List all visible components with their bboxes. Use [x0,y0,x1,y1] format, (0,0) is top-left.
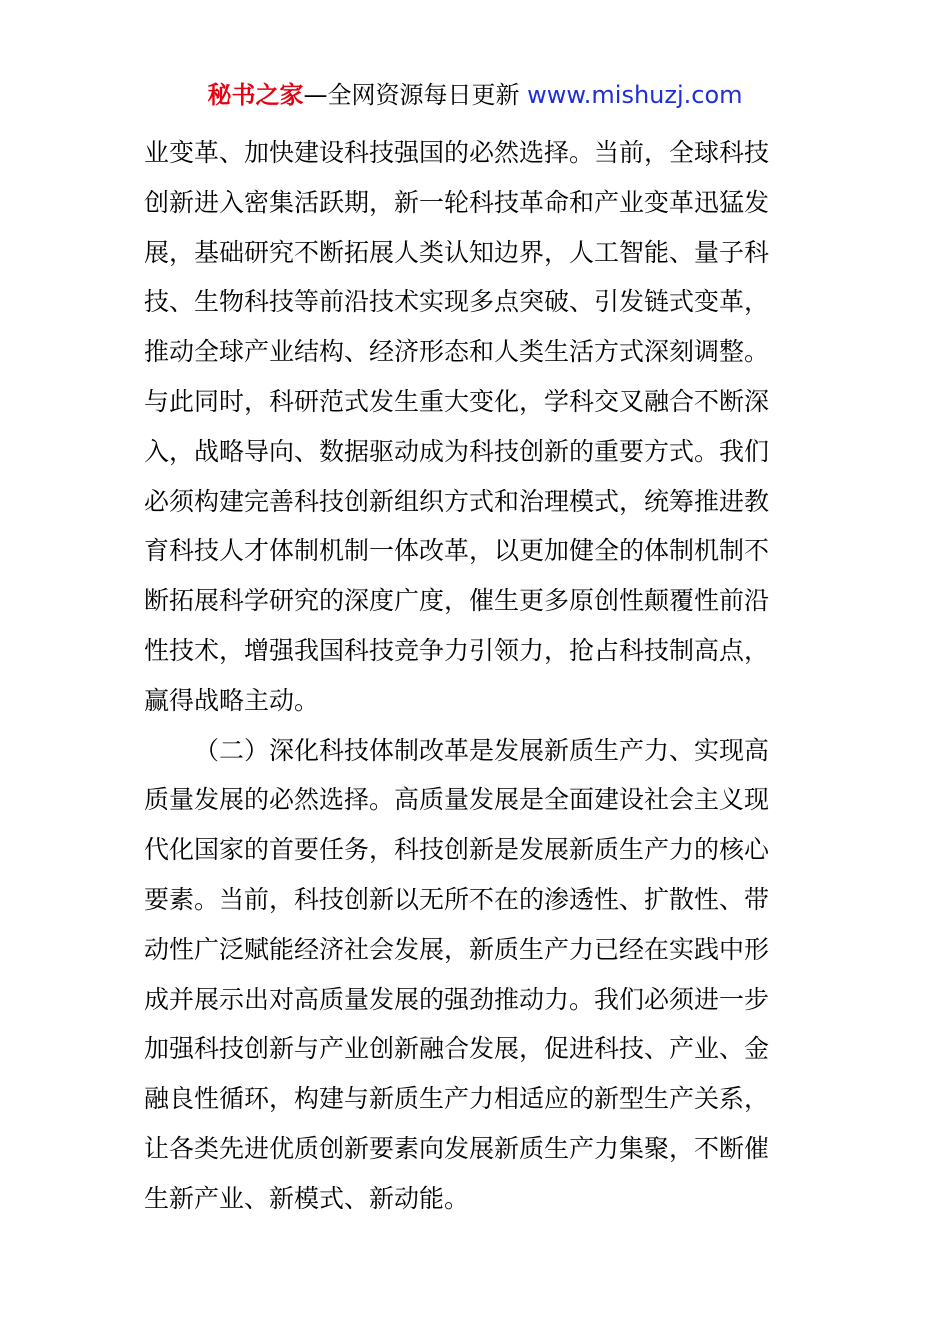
text-line: 推动全球产业结构、经济形态和人类生活方式深刻调整。 [144,337,770,367]
text-line: 融良性循环，构建与新质生产力相适应的新型生产关系， [144,1084,770,1114]
text-line: 技、生物科技等前沿技术实现多点突破、引发链式变革， [144,287,770,317]
section-heading-line: （二）深化科技体制改革是发展新质生产力、实现高 [194,735,770,765]
page-header [0,78,950,112]
text-line: 入，战略导向、数据驱动成为科技创新的重要方式。我们 [144,436,770,466]
text-line: 动性广泛赋能经济社会发展，新质生产力已经在实践中形 [144,934,770,964]
document-body [144,128,814,1224]
text-line: 业变革、加快建设科技强国的必然选择。当前，全球科技 [144,138,770,167]
text-line: 性技术，增强我国科技竞争力引领力，抢占科技制高点， [144,635,770,665]
text-line: 加强科技创新与产业创新融合发展，促进科技、产业、金 [144,1034,770,1064]
text-line: 要素。当前，科技创新以无所不在的渗透性、扩散性、带 [144,884,770,914]
text-line: 断拓展科学研究的深度广度，催生更多原创性颠覆性前沿 [144,586,770,616]
text-line: 创新进入密集活跃期，新一轮科技革命和产业变革迅猛发 [144,187,770,217]
text-line: 展，基础研究不断拓展人类认知边界，人工智能、量子科 [144,237,770,267]
text-line: 育科技人才体制机制一体改革，以更加健全的体制机制不 [144,536,770,566]
text-line: 质量发展的必然选择。高质量发展是全面建设社会主义现 [144,785,770,815]
text-line: 与此同时，科研范式发生重大变化，学科交叉融合不断深 [144,386,770,416]
text-line: 必须构建完善科技创新组织方式和治理模式，统筹推进教 [144,486,770,516]
site-url-link[interactable]: www.mishuzj.com [527,81,743,109]
header-tagline: —全网资源每日更新 [303,81,528,109]
brand-name: 秘书之家 [207,81,304,109]
text-line: 让各类先进优质创新要素向发展新质生产力集聚，不断催 [144,1133,770,1163]
text-line: 成并展示出对高质量发展的强劲推动力。我们必须进一步 [144,984,770,1014]
text-line: 代化国家的首要任务，科技创新是发展新质生产力的核心 [144,835,770,865]
text-line: 生新产业、新模式、新动能。 [144,1183,470,1213]
text-line: 赢得战略主动。 [144,685,320,715]
